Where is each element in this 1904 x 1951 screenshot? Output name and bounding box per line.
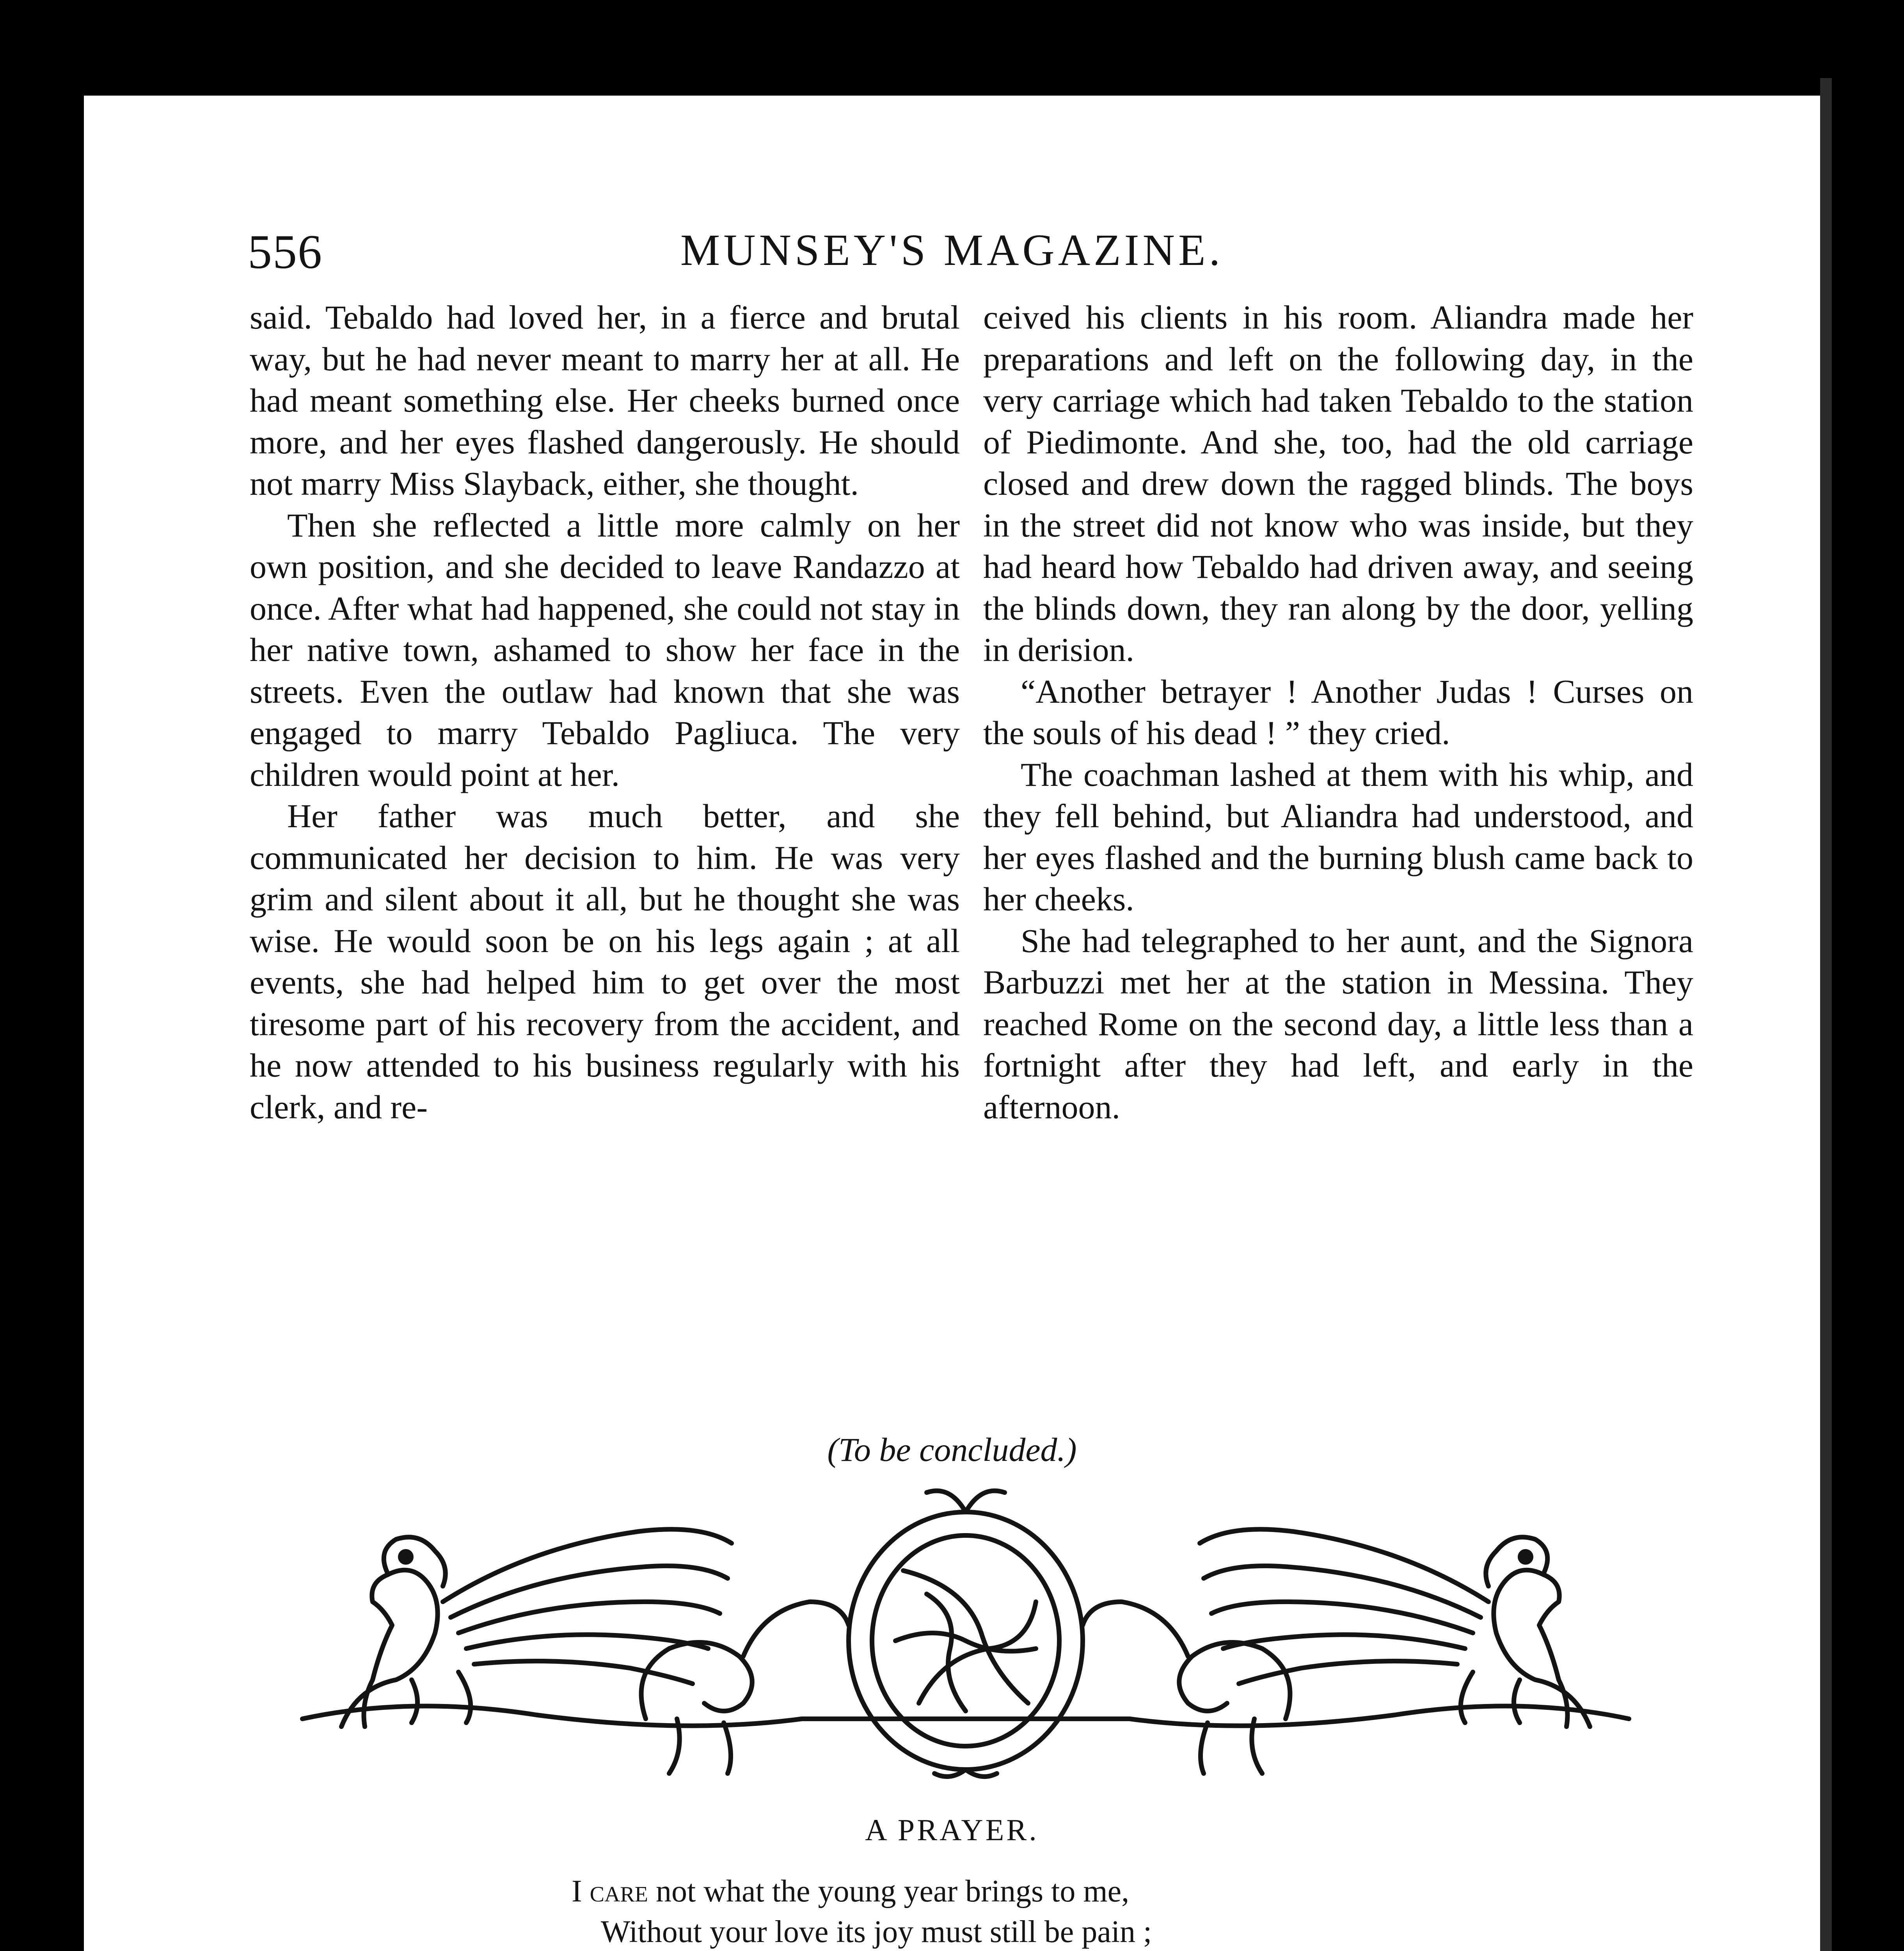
poem-line: Without your love its joy must still be pain ;: [601, 1915, 1152, 1949]
page-edge-divider: [1820, 78, 1832, 1951]
paragraph: Her father was much better, and she communicated her decision to him. He was very grim and silent about it all, but he thought she was wise. He would soon be on his legs again ; at all events, she had helped him to get over the most tiresome part of his recovery from the accident, and he now attended to his business regularly with his clerk, and re-: [250, 797, 960, 1126]
running-title: MUNSEY'S MAGAZINE.: [680, 225, 1224, 275]
poem-line-text: not what the young year brings to me,: [648, 1874, 1130, 1908]
poem-first-word: I care: [572, 1874, 648, 1908]
griffin-ornament-icon: [295, 1485, 1637, 1781]
paragraph: “Another betrayer ! Another Judas ! Curses on the souls of his dead ! ” they cried.: [983, 672, 1693, 752]
paragraph: said. Tebaldo had loved her, in a fierce and brutal way, but he had never meant to marry her at all. He had meant something else. Her cheeks burned once more, and her eyes flashed dangerously. He should not marry Miss Slayback, either, she thought.: [250, 299, 960, 502]
story-right-column: [983, 297, 1693, 1128]
poem-stanza: [572, 1871, 1586, 1951]
poem-line: [572, 1871, 1586, 1912]
poem-title: A PRAYER.: [865, 1813, 1039, 1847]
paragraph: She had telegraphed to her aunt, and the Signora Barbuzzi met her at the station in Messina. They reached Rome on the second day, a little less than a fortnight after they had left, and early in the afternoon.: [983, 922, 1693, 1126]
paragraph: The coachman lashed at them with his whip, and they fell behind, but Aliandra had understood, and her eyes flashed and the burning blush came back to her cheeks.: [983, 755, 1693, 918]
page-number: 556: [248, 225, 323, 279]
continued-note: (To be concluded.): [827, 1431, 1077, 1468]
story-left-column: [250, 297, 960, 1128]
paragraph: ceived his clients in his room. Aliandra made her preparations and left on the following day, in the very carriage which had taken Tebaldo to the station of Piedimonte. And she, too, had the old carriage closed and drew down the ragged blinds. The boys in the street did not know who was inside, but they had heard how Tebaldo had driven away, and seeing the blinds down, they ran along by the door, yelling in derision.: [983, 299, 1693, 668]
poem-body: [572, 1871, 1586, 1951]
magazine-page: [84, 96, 1820, 1951]
paragraph: Then she reflected a little more calmly on her own position, and she decided to leave Randazzo at once. After what had happened, she could not stay in her native town, ashamed to show her face in the streets. Even the outlaw had known that she was engaged to marry Tebaldo Pagliuca. The very children would point at her.: [250, 506, 960, 793]
